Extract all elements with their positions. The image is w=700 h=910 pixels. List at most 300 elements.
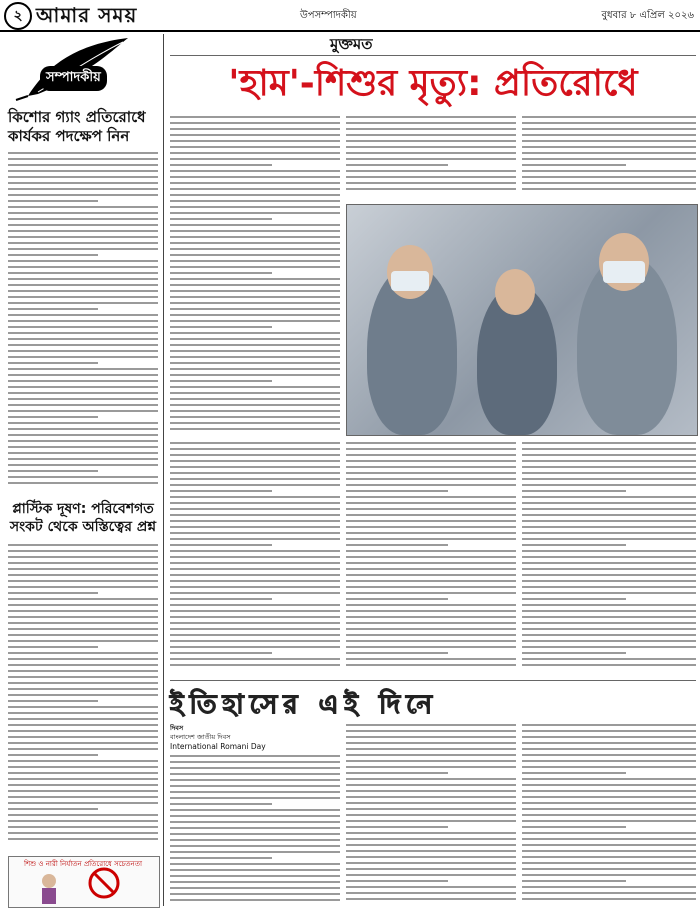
text-line (522, 460, 696, 462)
text-line (8, 380, 158, 382)
text-line (170, 466, 340, 468)
text-line (522, 754, 696, 756)
opinion-body-column-2 (346, 116, 516, 196)
text-line (170, 134, 340, 136)
text-line (8, 670, 158, 672)
text-line (8, 164, 158, 166)
text-line (346, 466, 516, 468)
text-line (170, 116, 340, 118)
text-line (522, 766, 696, 768)
text-line (8, 766, 158, 768)
text-line (522, 520, 696, 522)
second-article-title: প্লাস্টিক দূষণ: পরিবেশগত সংকট থেকে অস্তিত্বের প্রশ্ন (9, 501, 157, 535)
text-line (346, 134, 516, 136)
text-line (346, 496, 516, 498)
text-line (8, 574, 158, 576)
text-line (522, 478, 696, 480)
text-line (522, 592, 696, 594)
text-line (522, 874, 696, 876)
text-line (522, 820, 696, 822)
text-line (346, 122, 516, 124)
text-line (170, 502, 340, 504)
text-line (522, 664, 696, 666)
text-line (8, 730, 158, 732)
text-line (170, 212, 340, 214)
text-line (522, 454, 696, 456)
text-line (170, 242, 340, 244)
text-line (8, 176, 158, 178)
text-line (170, 568, 340, 570)
text-line (170, 779, 340, 781)
text-line (346, 652, 448, 654)
text-line (170, 386, 340, 388)
text-line (346, 568, 516, 570)
text-line (8, 550, 158, 552)
text-line (170, 857, 272, 859)
history-rule (170, 680, 696, 681)
section-rule (170, 55, 696, 56)
text-line (8, 820, 158, 822)
text-line (170, 236, 340, 238)
text-line (522, 892, 696, 894)
text-line (170, 454, 340, 456)
text-line (170, 302, 340, 304)
text-line (8, 362, 98, 364)
text-line (522, 658, 696, 660)
text-line (346, 616, 516, 618)
text-line (522, 544, 626, 546)
text-line (8, 700, 98, 702)
text-line (170, 899, 340, 901)
text-line (170, 514, 340, 516)
text-line (8, 706, 158, 708)
text-line (522, 796, 696, 798)
text-line (170, 290, 340, 292)
text-line (522, 646, 696, 648)
text-line (346, 754, 516, 756)
text-line (170, 755, 340, 757)
text-line (346, 526, 516, 528)
text-line (170, 556, 340, 558)
text-line (522, 772, 626, 774)
editorial-title: কিশোর গ্যাং প্রতিরোধে কার্যকর পদক্ষেপ নিন (8, 108, 146, 145)
text-line (170, 815, 340, 817)
text-line (346, 586, 516, 588)
text-line (346, 832, 516, 834)
text-line (8, 652, 158, 654)
text-line (8, 476, 158, 478)
text-line (170, 610, 340, 612)
text-line (522, 490, 626, 492)
section-label: উপসম্পাদকীয় (300, 10, 357, 21)
text-line (170, 224, 340, 226)
text-line (522, 466, 696, 468)
text-line (8, 392, 158, 394)
text-line (170, 580, 340, 582)
text-line (346, 140, 516, 142)
text-line (170, 592, 340, 594)
text-line (522, 128, 696, 130)
opinion-body-column-4 (170, 442, 340, 672)
text-line (8, 724, 158, 726)
text-line (346, 784, 516, 786)
text-line (170, 314, 340, 316)
text-line (8, 628, 158, 630)
text-line (170, 785, 340, 787)
text-line (8, 592, 98, 594)
text-line (8, 236, 158, 238)
text-line (346, 176, 516, 178)
text-line (346, 514, 516, 516)
text-line (170, 344, 340, 346)
text-line (170, 176, 340, 178)
text-line (170, 152, 340, 154)
text-line (170, 230, 340, 232)
text-line (522, 514, 696, 516)
text-line (8, 260, 158, 262)
text-line (170, 182, 340, 184)
text-line (8, 634, 158, 636)
text-line (170, 616, 340, 618)
text-line (346, 598, 448, 600)
text-line (8, 266, 158, 268)
text-line (8, 200, 98, 202)
text-line (8, 640, 158, 642)
text-line (8, 434, 158, 436)
text-line (8, 410, 158, 412)
text-line (170, 508, 340, 510)
text-line (170, 200, 340, 202)
text-line (8, 350, 158, 352)
text-line (346, 448, 516, 450)
text-line (170, 574, 340, 576)
text-line (170, 550, 340, 552)
text-line (170, 128, 340, 130)
text-line (8, 206, 158, 208)
text-line (346, 790, 516, 792)
text-line (522, 784, 696, 786)
text-line (346, 868, 516, 870)
text-line (8, 278, 158, 280)
text-line (522, 844, 696, 846)
text-line (170, 628, 340, 630)
text-line (346, 152, 516, 154)
text-line (8, 242, 158, 244)
text-line (170, 260, 340, 262)
text-line (8, 694, 158, 696)
text-line (8, 712, 158, 714)
text-line (522, 568, 696, 570)
text-line (170, 544, 272, 546)
text-line (346, 874, 516, 876)
text-line (8, 664, 158, 666)
text-line (170, 338, 340, 340)
text-line (346, 604, 516, 606)
cartoon-caption: শিশু ও নারী নির্যাতন প্রতিরোধে সচেতনতা (23, 860, 143, 868)
text-line (8, 452, 158, 454)
text-line (170, 875, 340, 877)
text-line (346, 880, 448, 882)
opinion-body-column-5 (346, 442, 516, 672)
text-line (170, 416, 340, 418)
text-line (522, 170, 696, 172)
text-line (8, 604, 158, 606)
history-day-name-english: International Romani Day (170, 742, 266, 751)
text-line (522, 760, 696, 762)
text-line (170, 410, 340, 412)
text-line (522, 152, 696, 154)
text-line (346, 538, 516, 540)
text-line (346, 158, 516, 160)
text-line (8, 736, 158, 738)
history-column-1 (170, 724, 340, 906)
text-line (8, 374, 158, 376)
text-line (346, 886, 516, 888)
text-line (170, 821, 340, 823)
text-line (8, 326, 158, 328)
text-line (170, 392, 340, 394)
text-line (522, 496, 696, 498)
text-line (170, 356, 340, 358)
text-line (170, 845, 340, 847)
text-line (170, 398, 340, 400)
text-line (522, 730, 696, 732)
text-line (170, 362, 340, 364)
text-line (170, 194, 340, 196)
text-line (346, 610, 516, 612)
text-line (522, 134, 696, 136)
text-line (8, 544, 158, 546)
text-line (346, 580, 516, 582)
text-line (522, 472, 696, 474)
text-line (170, 374, 340, 376)
editorial-logo-label: সম্পাদকীয় (40, 66, 107, 91)
text-line (170, 326, 272, 328)
text-line (346, 146, 516, 148)
text-line (522, 532, 696, 534)
text-line (522, 640, 696, 642)
text-line (346, 640, 516, 642)
text-line (170, 284, 340, 286)
text-line (170, 851, 340, 853)
text-line (8, 338, 158, 340)
text-line (8, 182, 158, 184)
text-line (170, 791, 340, 793)
text-line (170, 320, 340, 322)
column-divider (163, 34, 164, 906)
text-line (346, 562, 516, 564)
text-line (170, 767, 340, 769)
text-line (8, 470, 98, 472)
text-line (170, 761, 340, 763)
text-line (170, 122, 340, 124)
text-line (346, 736, 516, 738)
text-line (170, 278, 340, 280)
text-line (522, 176, 696, 178)
text-line (522, 832, 696, 834)
text-line (8, 320, 158, 322)
text-line (346, 742, 516, 744)
text-line (522, 526, 696, 528)
text-line (346, 478, 516, 480)
text-line (522, 622, 696, 624)
text-line (170, 839, 340, 841)
text-line (170, 308, 340, 310)
text-line (522, 502, 696, 504)
text-line (346, 520, 516, 522)
text-line (8, 598, 158, 600)
text-line (8, 158, 158, 160)
text-line (170, 460, 340, 462)
text-line (8, 302, 158, 304)
text-line (346, 814, 516, 816)
text-line (8, 616, 158, 618)
text-line (346, 760, 516, 762)
text-line (8, 622, 158, 624)
opinion-section-label: মুক্তমত (330, 35, 373, 53)
opinion-body-column-3 (522, 116, 696, 196)
text-line (522, 182, 696, 184)
text-line (346, 116, 516, 118)
text-line (8, 386, 158, 388)
text-line (170, 266, 340, 268)
text-line (346, 508, 516, 510)
text-line (8, 440, 158, 442)
text-line (522, 742, 696, 744)
text-line (170, 773, 340, 775)
text-line (346, 748, 516, 750)
text-line (170, 254, 340, 256)
text-line (522, 188, 696, 190)
text-line (522, 778, 696, 780)
text-line (8, 332, 158, 334)
text-line (346, 502, 516, 504)
text-line (522, 826, 626, 828)
history-title: ইতিহাসের এই দিনে (170, 690, 439, 720)
text-line (170, 863, 340, 865)
masthead-logo: আমার সময় (36, 3, 138, 27)
text-line (346, 164, 448, 166)
text-line (522, 880, 626, 882)
text-line (8, 676, 158, 678)
text-line (346, 532, 516, 534)
page-number: ২ (4, 2, 32, 30)
text-line (346, 796, 516, 798)
text-line (170, 272, 272, 274)
text-line (346, 592, 516, 594)
editorial-body (8, 152, 158, 492)
text-line (8, 224, 158, 226)
text-line (8, 610, 158, 612)
text-line (522, 442, 696, 444)
text-line (522, 898, 696, 900)
text-line (170, 827, 340, 829)
text-line (522, 790, 696, 792)
text-line (8, 308, 98, 310)
text-line (8, 194, 158, 196)
text-line (522, 628, 696, 630)
text-line (522, 538, 696, 540)
text-line (522, 508, 696, 510)
text-line (346, 472, 516, 474)
text-line (522, 616, 696, 618)
text-line (8, 832, 158, 834)
text-line (8, 586, 158, 588)
text-line (346, 802, 516, 804)
text-line (8, 272, 158, 274)
text-line (170, 526, 340, 528)
text-line (170, 248, 340, 250)
text-line (8, 760, 158, 762)
history-events-1 (170, 755, 340, 905)
text-line (170, 478, 340, 480)
text-line (346, 556, 516, 558)
text-line (170, 380, 272, 382)
text-line (8, 778, 158, 780)
text-line (8, 416, 98, 418)
text-line (346, 550, 516, 552)
text-line (170, 296, 340, 298)
text-line (8, 562, 158, 564)
text-line (522, 748, 696, 750)
children-hospital-photo (346, 204, 698, 436)
text-line (8, 254, 98, 256)
text-line (522, 562, 696, 564)
text-line (8, 688, 158, 690)
text-line (8, 718, 158, 720)
text-line (522, 802, 696, 804)
text-line (8, 754, 98, 756)
text-line (522, 116, 696, 118)
text-line (522, 598, 626, 600)
text-line (170, 170, 340, 172)
text-line (170, 887, 340, 889)
text-line (522, 856, 696, 858)
text-line (8, 446, 158, 448)
text-line (170, 622, 340, 624)
text-line (170, 869, 340, 871)
text-line (522, 604, 696, 606)
text-line (8, 290, 158, 292)
text-line (346, 658, 516, 660)
text-line (346, 844, 516, 846)
text-line (346, 730, 516, 732)
text-line (170, 520, 340, 522)
text-line (8, 422, 158, 424)
text-line (346, 454, 516, 456)
text-line (170, 658, 340, 660)
text-line (522, 652, 626, 654)
text-line (170, 422, 340, 424)
text-line (8, 658, 158, 660)
text-line (8, 464, 158, 466)
text-line (8, 152, 158, 154)
text-line (346, 170, 516, 172)
text-line (170, 586, 340, 588)
text-line (170, 428, 340, 430)
text-line (8, 248, 158, 250)
text-line (170, 164, 272, 166)
text-line (170, 188, 340, 190)
text-line (346, 490, 448, 492)
text-line (346, 826, 448, 828)
text-line (170, 472, 340, 474)
text-line (170, 484, 340, 486)
text-line (8, 742, 158, 744)
text-line (170, 206, 340, 208)
second-article-body (8, 544, 158, 848)
text-line (522, 868, 696, 870)
